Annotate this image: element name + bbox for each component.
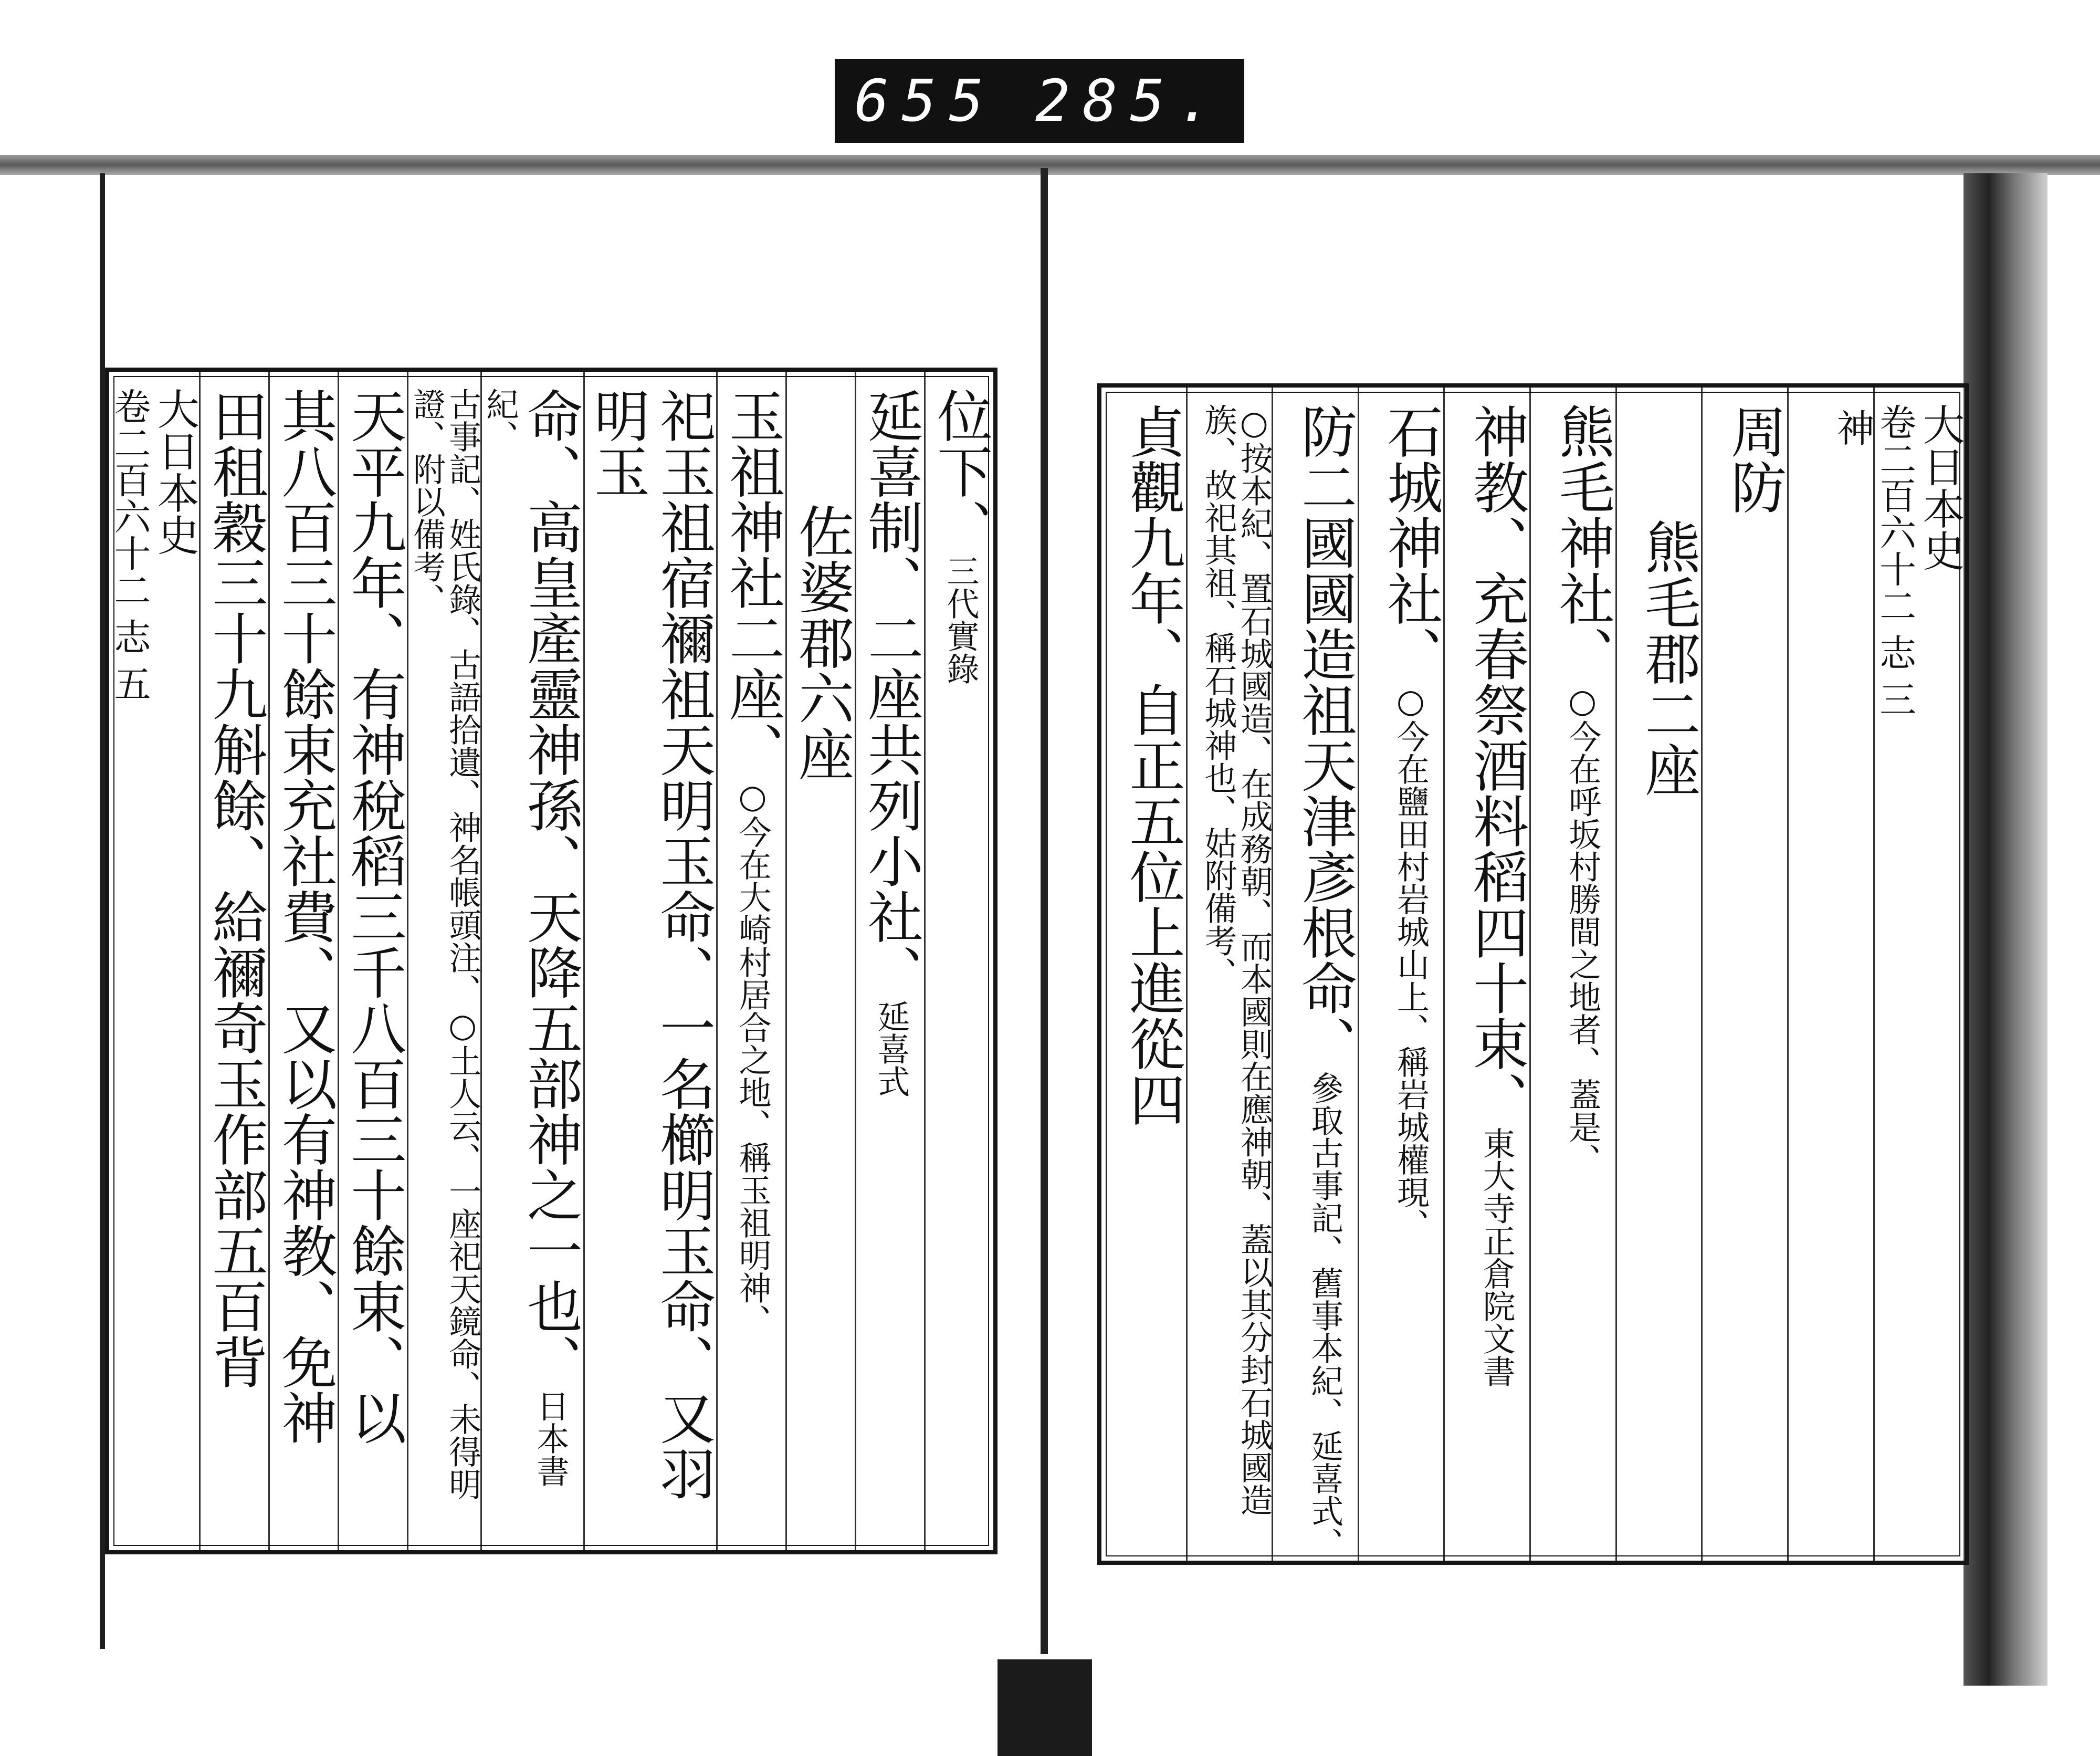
- column: [583, 372, 716, 1550]
- book-spine: [1041, 168, 1048, 1654]
- column-big-text: 熊毛神社、: [1550, 403, 1615, 682]
- binding-rod: [0, 155, 2100, 175]
- spine-foot: [998, 1659, 1092, 1756]
- column-big-text: 延喜制、二座共列小社、: [859, 388, 924, 1000]
- column-note: ○今在大崎村居合之地、稱玉祖明神、: [733, 777, 772, 1336]
- column-big-text: 佐婆郡六座: [790, 503, 855, 781]
- column-big-text: 命、高皇產靈神孫、天降五部神之一也、: [518, 388, 583, 1389]
- column-note: 延喜式: [872, 1000, 911, 1098]
- margin-section: 志: [1873, 634, 1917, 671]
- column-note: ○按本紀、置石城國造、在成務朝、而本國則在應神朝、蓋以其分封石城國造族、故祀其祖、稱石城神也、姑附備考、: [1199, 403, 1274, 1516]
- column-note: 古事記、姓氏錄、古語拾遺、神名帳頭注、○土人云、一座祀天鏡命、未得明證、附以備考、: [407, 388, 482, 1500]
- right-page-edge: [1964, 173, 2048, 1686]
- column-big-text: 天平九年、有神稅稻三千八百三十餘束、以: [342, 388, 407, 1445]
- margin-title: 大日本史: [150, 388, 200, 556]
- right-page-text-frame: [1097, 383, 1969, 1565]
- column: [785, 372, 855, 1550]
- column: [1529, 388, 1615, 1561]
- left-page-text-frame: [105, 368, 998, 1554]
- column: [1272, 388, 1358, 1561]
- column-big-text: 熊毛郡二座: [1636, 519, 1701, 797]
- column-note: 參取古事記、舊事本紀、延喜式、: [1305, 1071, 1344, 1560]
- column-big-text: 貞觀九年、自正五位上進從四: [1120, 403, 1185, 1127]
- column-note: ○今在呼坂村勝間之地者、蓋是、: [1563, 682, 1602, 1176]
- margin-volume: 卷二百六十二: [108, 388, 152, 608]
- column: [855, 372, 924, 1550]
- margin-volume: 卷二百六十二: [1873, 403, 1917, 624]
- column-big-text: 神: [1830, 409, 1875, 446]
- column: [338, 372, 407, 1550]
- column-big-text: 其八百三十餘束充社費、又以有神教、免神: [272, 388, 338, 1445]
- film-label-left: 655: [854, 67, 996, 134]
- column-big-text: 周防: [1721, 403, 1787, 515]
- column-note: 日本書紀、: [480, 388, 570, 1487]
- column: [1358, 388, 1444, 1561]
- column: [1701, 388, 1787, 1561]
- column-big-text: 祀玉祖宿禰祖天明玉命、一名櫛明玉命、又羽明玉: [585, 388, 716, 1501]
- left-margin-strip: [109, 372, 199, 1550]
- column-big-text: 防二國國造祖天津彥根命、: [1292, 403, 1357, 1071]
- film-label-right: 285.: [1035, 67, 1225, 134]
- column-note: 三代實錄: [941, 555, 980, 685]
- column: [924, 372, 993, 1550]
- column-big-text: 石城神社、: [1378, 403, 1443, 682]
- column: [268, 372, 338, 1550]
- column-note: 東大寺正倉院文書: [1477, 1127, 1516, 1387]
- column: [1101, 388, 1186, 1561]
- column-big-text: 位下、: [928, 388, 993, 555]
- column: [1787, 388, 1873, 1561]
- column-big-text: 田租穀三十九斛餘、給禰奇玉作部五百背: [203, 388, 268, 1389]
- column: [480, 372, 583, 1550]
- margin-page: 五: [108, 665, 152, 702]
- column: [1615, 388, 1702, 1561]
- column: [1186, 388, 1272, 1561]
- margin-page: 三: [1873, 681, 1917, 717]
- margin-section: 志: [108, 618, 152, 655]
- column: [716, 372, 785, 1550]
- column: [1443, 388, 1529, 1561]
- margin-title: 大日本史: [1916, 403, 1965, 571]
- column: [199, 372, 268, 1550]
- left-page-edge: [100, 173, 105, 1649]
- right-margin-strip: [1873, 388, 1965, 1561]
- column-note: ○今在鹽田村岩城山上、稱岩城權現、: [1391, 682, 1430, 1241]
- column: [407, 372, 480, 1550]
- column-big-text: 神教、充春祭酒料稻四十束、: [1464, 403, 1529, 1127]
- column-big-text: 玉祖神社二座、: [720, 388, 785, 777]
- film-label: [835, 59, 1244, 143]
